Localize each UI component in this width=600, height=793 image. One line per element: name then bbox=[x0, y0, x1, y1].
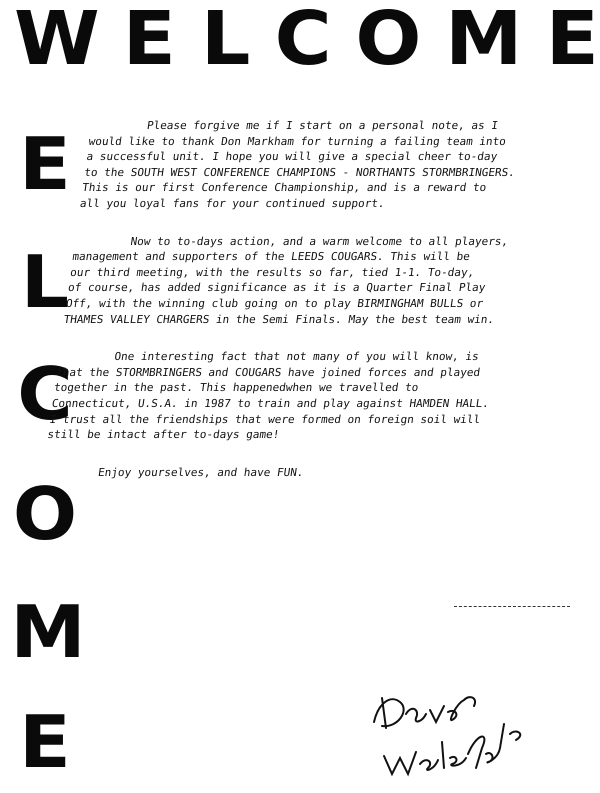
heading-letter: O bbox=[355, 0, 422, 82]
heading-letter: C bbox=[274, 0, 332, 82]
paragraph-closing: Enjoy yourselves, and have FUN. bbox=[97, 465, 305, 479]
vertical-letter: L bbox=[20, 240, 70, 324]
paragraph-thanks: Please forgive me if I start on a personal note, as I would like to thank Don Markham for turning a failing team into a successful unit. I hope you will give a special cheer to-day to the SOUTH WEST CONFERENCE CHAMPIONS - NORTHANTS STORMBRINGERS. This is our first Conference Championship, and is a reward to all you loyal fans for your continued support. bbox=[79, 119, 516, 210]
heading-letter: W bbox=[13, 0, 100, 82]
vertical-letter: M bbox=[10, 590, 86, 674]
vertical-letter: O bbox=[12, 472, 78, 556]
vertical-letter: C bbox=[17, 352, 73, 436]
paragraph-welcome: Now to to-days action, and a warm welcome to all players, management and supporters of the LEEDS COUGARS. This will be our third meeting, with the results so far, tied 1-1. To-day, of course, has added significance as it is a Quarter Final Play Off, with the winning club going on to play BIRMINGHAM BULLS or THAMES VALLEY CHARGERS in the Semi Finals. May the best team win. bbox=[62, 234, 510, 326]
handwritten-signature bbox=[360, 664, 540, 784]
vertical-letter: E bbox=[19, 122, 71, 206]
heading-letter: L bbox=[200, 0, 251, 82]
heading-letter: E bbox=[546, 0, 600, 82]
paragraph-history: One interesting fact that not many of you will know, is that the STORMBRINGERS and COUGARS have joined forces and played together in the past. This happenedwhen we travelled to Connecticut, U.S.A. in 1987 to train and play against HAMDEN HALL. I trust all the friendships that were formed on foreign soil will still be intact after to-days game! bbox=[46, 350, 490, 442]
welcome-heading bbox=[13, 0, 600, 82]
letter-body bbox=[38, 118, 582, 502]
heading-letter: E bbox=[123, 0, 177, 82]
heading-letter: M bbox=[445, 0, 523, 82]
signature-rule bbox=[454, 606, 570, 608]
vertical-letter: E bbox=[19, 700, 71, 784]
